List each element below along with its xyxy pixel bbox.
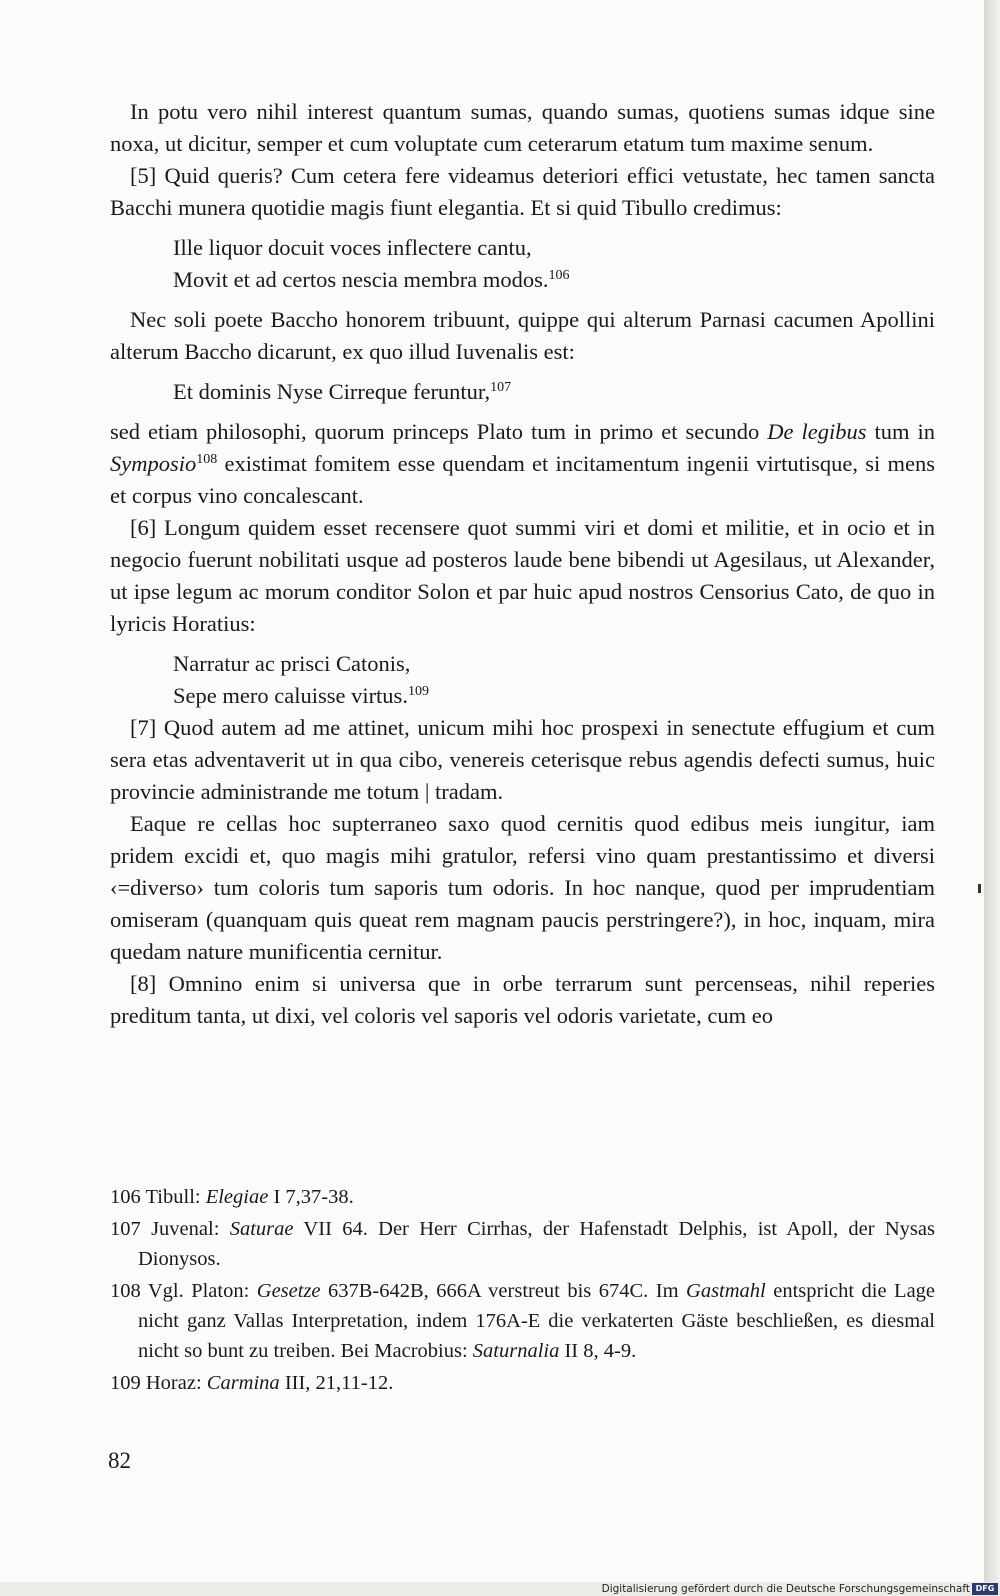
footnote-ref: 107	[490, 380, 512, 395]
main-text	[110, 96, 935, 1032]
footnote-ref: 109	[407, 684, 429, 699]
footnote-ref: 108	[196, 452, 218, 467]
paragraph: Nec soli poete Baccho honorem tribuunt, quippe qui alterum Parnasi cacumen Apollini alterum Baccho dicarunt, ex quo illud Iuvenalis est:	[110, 307, 935, 364]
footnote-109: 109 Horaz: Carmina III, 21,11-12.	[110, 1372, 394, 1394]
digitization-notice: Digitalisierung gefördert durch die Deutsche Forschungsgemeinschaft	[601, 1583, 970, 1595]
paragraph: [5] Quid queris? Cum cetera fere videamus deteriori effici vetustate, hec tamen sancta Bacchi munera quotidie magis fiunt elegantia. Et si quid Tibullo credimus:	[110, 163, 935, 220]
paragraph: In potu vero nihil interest quantum sumas, quando sumas, quotiens sumas idque sine noxa, ut dicitur, semper et cum voluptate cum ceterarum etatum tum maxime senum.	[110, 99, 935, 156]
page-number: 82	[108, 1448, 131, 1473]
verse-line: Ille liquor docuit voces inflectere cantu,	[173, 235, 532, 260]
page-edge-shadow	[984, 0, 1000, 1582]
paragraph: [7] Quod autem ad me attinet, unicum mihi hoc prospexi in senectute effugium et cum sera etas adventaverit ut in qua cibo, venereis ceterisque rebus agendis defecti sumus, huic provincie administrande me totum | tradam.	[110, 715, 935, 804]
footnotes	[110, 1182, 935, 1400]
verse-text: Movit et ad certos nescia membra modos.	[173, 267, 549, 292]
margin-mark	[978, 884, 981, 893]
italic-title: De legibus	[767, 419, 867, 444]
paragraph: [8] Omnino enim si universa que in orbe terrarum sunt percenseas, nihil reperies preditum tanta, ut dixi, vel coloris vel saporis vel odoris varietate, cum eo	[110, 971, 935, 1028]
footnote-108: 108 Vgl. Platon: Gesetze 637B-642B, 666A verstreut bis 674C. Im Gastmahl entspricht die Lage nicht ganz Vallas Interpretation, indem 176A-E die verkaterten Gäste beschließen, es diesmal nicht so bunt zu treiben. Bei Macrobius: Saturnalia II 8, 4-9.	[110, 1280, 936, 1362]
verse-line	[173, 264, 935, 296]
verse-quote	[110, 232, 935, 296]
paragraph: Eaque re cellas hoc supterraneo saxo quod cernitis quod edibus meis iungitur, iam pridem excidi et, quo magis mihi gratulor, refersi vino quam prestantissimo et diversi ‹=diverso› tum coloris tum saporis tum odoris. In hoc nanque, quod per imprudentiam omiseram (quanquam quis queat rem magnam paucis perstringere?), in hoc, inquam, mira quedam nature munificentia cernitur.	[110, 811, 935, 964]
verse-quote	[110, 376, 935, 408]
verse-text: Sepe mero caluisse virtus.	[173, 683, 408, 708]
verse-quote	[110, 648, 935, 712]
verse-line: Narratur ac prisci Catonis,	[173, 651, 411, 676]
verse-line	[173, 680, 935, 712]
verse-text: Et dominis Nyse Cirreque feruntur,	[173, 379, 491, 404]
paragraph: [6] Longum quidem esset recensere quot summi viri et domi et militie, et in ocio et in negocio fuerunt nobilitati usque ad posteros laude bene bibendi ut Agesilaus, ut Alexander, ut ipse legum ac morum conditor Solon et par huic apud nostros Censorius Cato, de quo in lyricis Horatius:	[110, 515, 935, 636]
footnote-107: 107 Juvenal: Saturae VII 64. Der Herr Cirrhas, der Hafenstadt Delphis, ist Apoll, der Nysas Dionysos.	[110, 1218, 935, 1270]
dfg-logo: DFG	[972, 1583, 998, 1595]
footnote-ref: 106	[548, 268, 570, 283]
footnote-106: 106 Tibull: Elegiae I 7,37-38.	[110, 1186, 354, 1208]
verse-line	[173, 376, 935, 408]
paragraph: sed etiam philosophi, quorum princeps Plato tum in primo et secundo De legibus tum in Symposio$^{108}$ existimat fomitem esse quendam et incitamentum ingenii virtutisque, si mens et corpus vino concalescant.	[110, 419, 935, 508]
italic-title: Symposio	[110, 451, 197, 476]
